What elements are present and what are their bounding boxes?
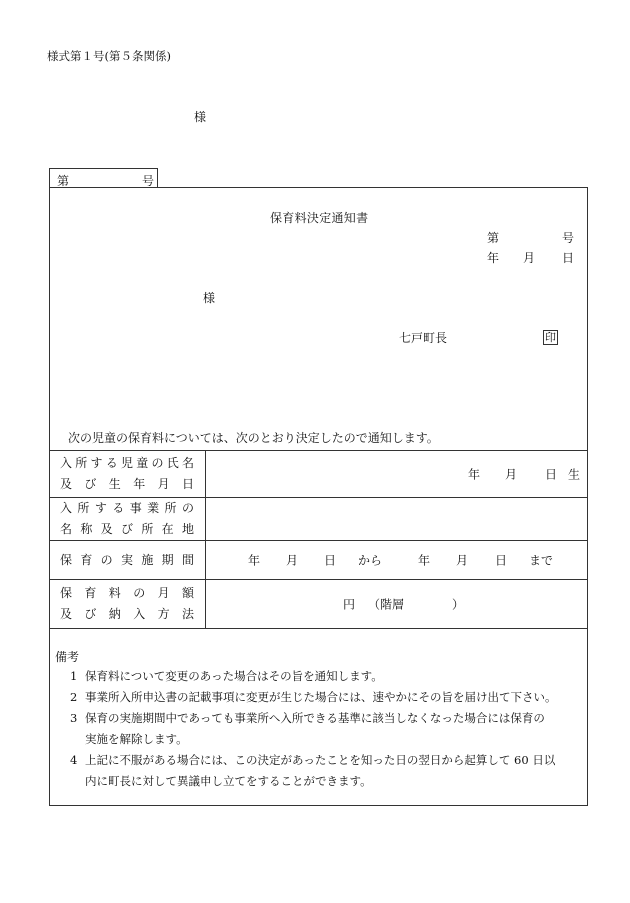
remark-text: 事業所入所申込書の記載事項に変更が生じた場合には、速やかにその旨を届け出て下さい。 <box>85 690 557 704</box>
birth-suffix: 生 <box>568 467 581 482</box>
period-to-day: 日 <box>495 553 508 568</box>
value-period[interactable] <box>206 541 588 580</box>
document-number-box <box>49 168 158 187</box>
number-box-dai: 第 <box>57 174 70 188</box>
fee-yen: 円 <box>343 597 356 612</box>
remark-text-continued: 内に町長に対して異議申し立てをすることができます。 <box>85 774 372 788</box>
table-row <box>50 580 588 629</box>
label-fee <box>50 580 206 629</box>
remark-text: 保育料について変更のあった場合はその旨を通知します。 <box>85 669 383 683</box>
number-box-go: 号 <box>142 174 155 188</box>
fee-tier-close: ） <box>452 597 465 612</box>
label-facility <box>50 498 206 541</box>
issuer-name: 七戸町長 <box>399 331 448 345</box>
remark-number: 3 <box>70 711 78 725</box>
remark-number: 2 <box>70 690 78 704</box>
addressee-honorific: 様 <box>203 291 216 305</box>
notice-title: 保育料決定通知書 <box>270 211 369 225</box>
remark-text-continued: 実施を解除します。 <box>85 732 188 746</box>
date-year: 年 <box>487 251 500 265</box>
remark-number: 1 <box>70 669 78 683</box>
label-line: 名称及び所在地 <box>60 522 194 536</box>
form-number: 様式第１号(第５条関係) <box>47 49 171 63</box>
period-from-day: 日 <box>324 553 337 568</box>
value-child-name[interactable] <box>206 451 588 498</box>
period-from-year: 年 <box>248 553 261 568</box>
remark-text: 上記に不服がある場合には、この決定があったことを知った日の翌日から起算して 60 日以 <box>85 753 556 767</box>
table-row <box>50 498 588 541</box>
date-month: 月 <box>523 251 536 265</box>
label-line: 及び生年月日 <box>60 477 194 491</box>
remarks-title: 備考 <box>55 650 80 664</box>
date-day: 日 <box>562 251 575 265</box>
ref-number-dai: 第 <box>487 231 500 245</box>
period-to-month: 月 <box>456 553 469 568</box>
table-row <box>50 451 588 498</box>
label-period <box>50 541 206 580</box>
label-line: 入所する事業所の <box>60 501 194 515</box>
period-from-month: 月 <box>286 553 299 568</box>
label-line: 及び納入方法 <box>60 607 194 621</box>
seal-mark: 印 <box>545 331 556 344</box>
table-row <box>50 541 588 580</box>
period-kara: から <box>358 553 383 568</box>
ref-number-go: 号 <box>562 231 575 245</box>
label-child-name <box>50 451 206 498</box>
birth-day: 日 <box>545 467 558 482</box>
notice-intro: 次の児童の保育料については、次のとおり決定したので通知します。 <box>68 431 439 445</box>
birth-month: 月 <box>505 467 518 482</box>
label-line: 保育の実施期間 <box>60 552 194 567</box>
value-facility[interactable] <box>206 498 588 541</box>
label-line: 入所する児童の氏名 <box>60 456 194 470</box>
birth-year: 年 <box>468 467 481 482</box>
period-to-year: 年 <box>418 553 431 568</box>
fee-tier-open: （階層 <box>368 597 405 612</box>
remark-number: 4 <box>70 753 78 767</box>
addressee-honorific-top: 様 <box>194 110 207 124</box>
value-fee[interactable] <box>206 580 588 629</box>
label-line: 保育料の月額 <box>60 586 194 600</box>
details-table <box>49 450 588 629</box>
remark-text: 保育の実施期間中であっても事業所へ入所できる基準に該当しなくなった場合には保育の <box>85 711 545 725</box>
period-made: まで <box>529 553 554 568</box>
